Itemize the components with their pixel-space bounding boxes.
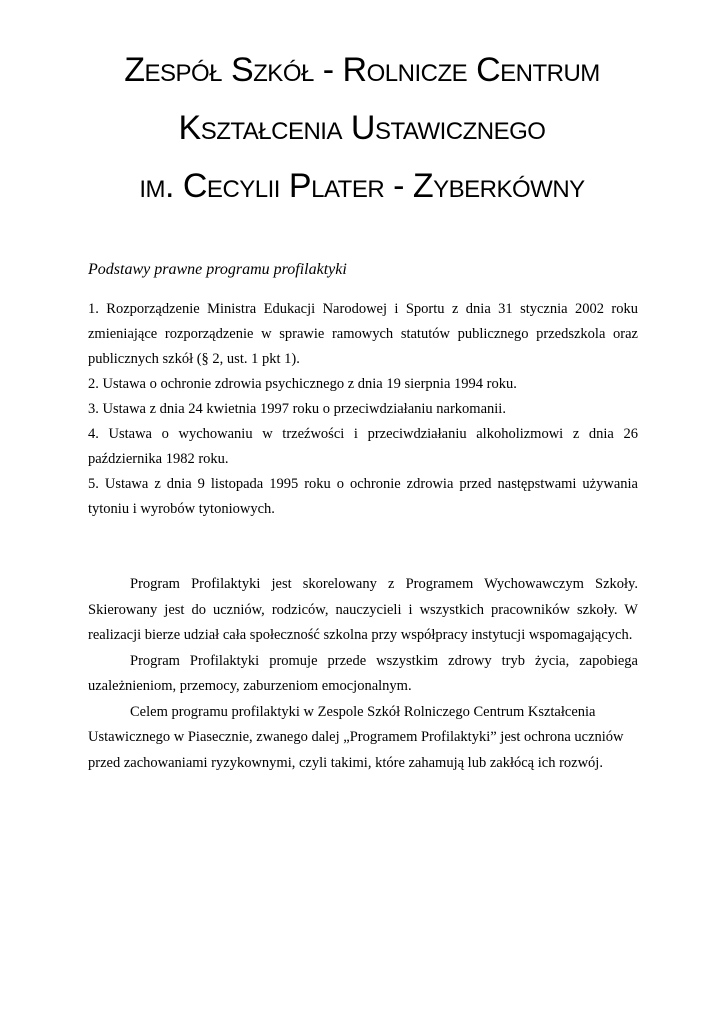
title-line-2: Kształcenia Ustawicznego	[178, 109, 546, 147]
legal-basis-item-4: 4. Ustawa o wychowaniu w trzeźwości i przeciwdziałaniu alkoholizmowi z dnia 26 października 1982 roku.	[88, 426, 638, 467]
paragraph-goal: Celem programu profilaktyki w Zespole Szkół Rolniczego Centrum Kształcenia Ustawicznego w Piasecznie, zwanego dalej „Programem Profilaktyki” jest ochrona uczniów przed zachowaniami ryzykownymi, czyli takimi, które zahamują lub zakłócą ich rozwój.	[88, 703, 624, 771]
paragraph-correlation: Program Profilaktyki jest skorelowany z Programem Wychowawczym Szkoły. Skierowany jest do uczniów, rodziców, nauczycieli i wszystkich pracowników szkoły. W realizacji bierze udział cała społeczność szkolna przy współpracy instytucji wspomagających.	[88, 576, 638, 643]
title-line-1: Zespół Szkół - Rolnicze Centrum	[124, 51, 600, 89]
legal-basis-item-2: 2. Ustawa o ochronie zdrowia psychicznego z dnia 19 sierpnia 1994 roku.	[88, 376, 517, 392]
paragraph-promotion: Program Profilaktyki promuje przede wszystkim zdrowy tryb życia, zapobiega uzależnieniom, przemocy, zaburzeniom emocjonalnym.	[88, 652, 638, 694]
legal-basis-item-3: 3. Ustawa z dnia 24 kwietnia 1997 roku o przeciwdziałaniu narkomanii.	[88, 401, 506, 417]
legal-bases-list	[88, 297, 638, 522]
section-heading: Podstawy prawne programu profilaktyki	[88, 261, 347, 278]
legal-basis-item-1: 1. Rozporządzenie Ministra Edukacji Narodowej i Sportu z dnia 31 stycznia 2002 roku zmieniające rozporządzenie w sprawie ramowych statutów publicznego przedszkola oraz publicznych szkół (§ 2, ust. 1 pkt 1).	[88, 301, 638, 367]
title-line-3: im. Cecylii Plater - Zyberkówny	[139, 167, 585, 205]
program-description	[88, 572, 638, 776]
legal-basis-item-5: 5. Ustawa z dnia 9 listopada 1995 roku o ochronie zdrowia przed następstwami używania tytoniu i wyrobów tytoniowych.	[88, 476, 638, 517]
